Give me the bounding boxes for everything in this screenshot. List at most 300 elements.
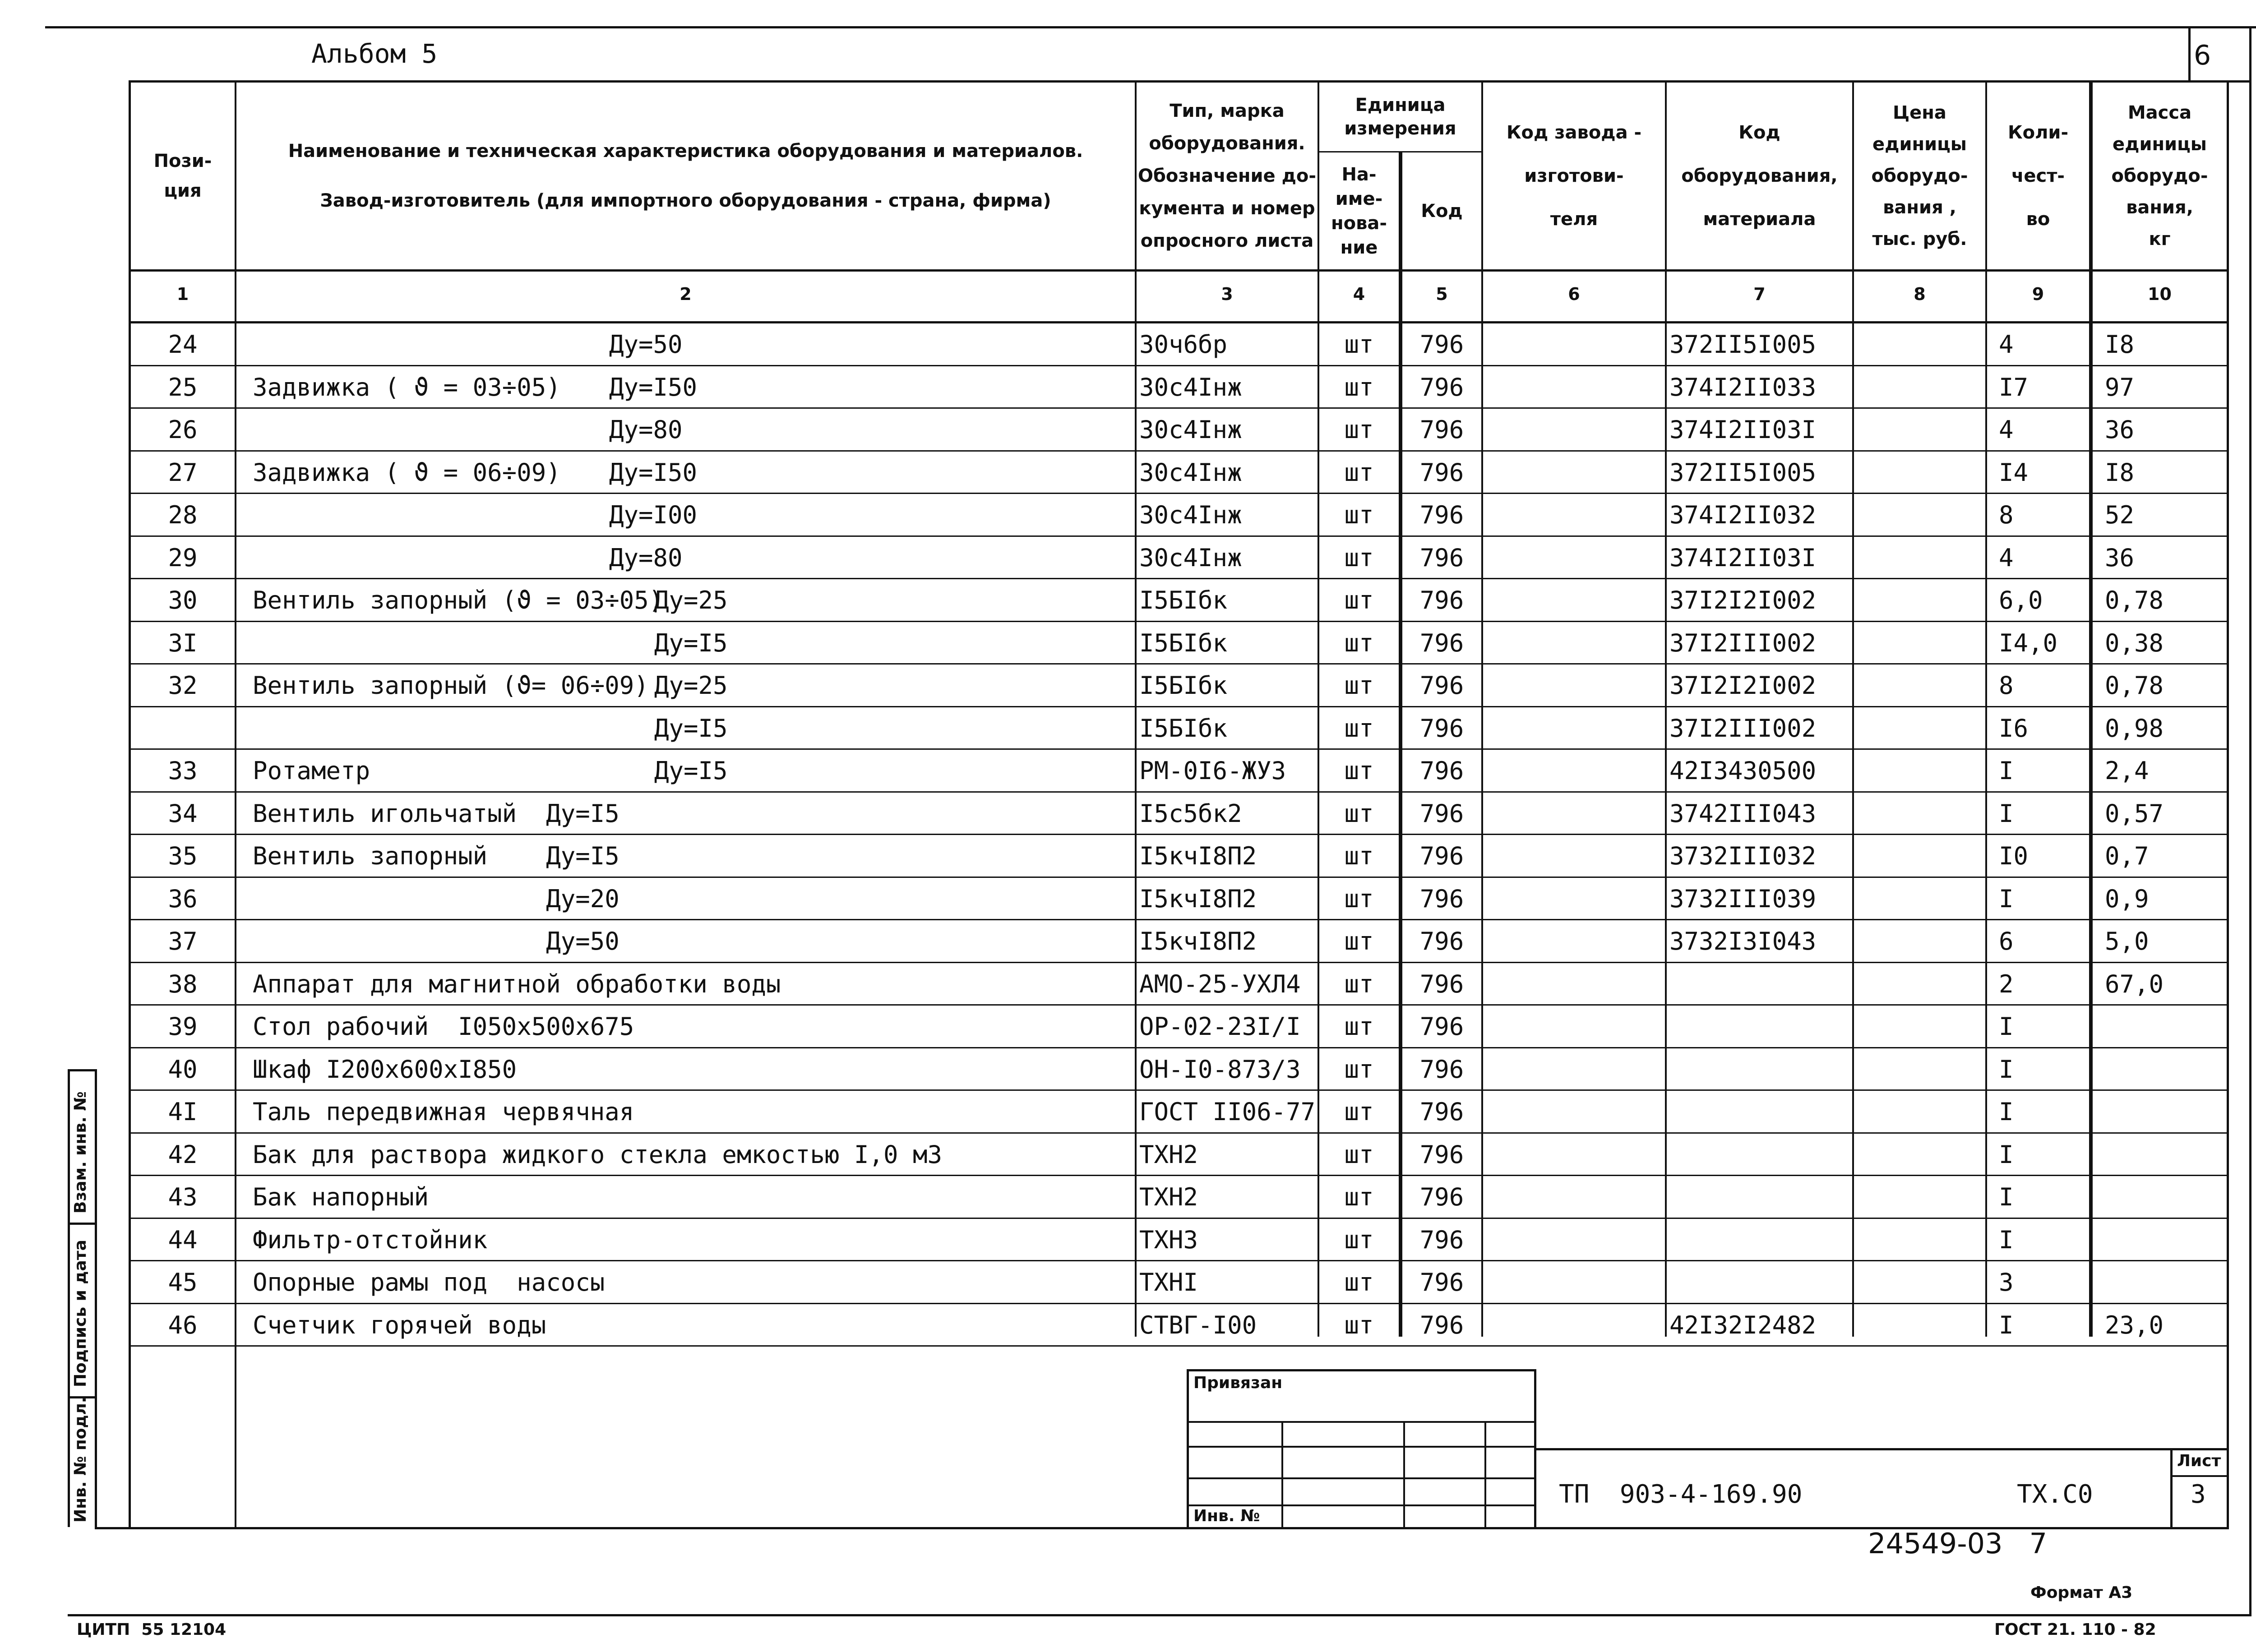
row-sub-cell: Ду=I5 [654,714,728,743]
row-equip-cell [1669,1006,1852,1049]
stamp-inv-label: Инв. № [1193,1507,1260,1525]
footer-left: ЦИТП 55 12104 [77,1620,227,1639]
row-mass-cell [2105,1006,2227,1049]
header-factory-code: Код завода - изготови- теля [1506,122,1642,230]
format-label: Формат А3 [2030,1583,2133,1602]
row-sub-cell [609,1220,970,1263]
row-unit-cell: шт [1344,1012,1374,1041]
row-unit-cell: шт [1344,1311,1374,1339]
row-pos-cell: 38 [168,969,198,998]
row-code-cell: 796 [1419,373,1464,401]
row-name-cell: Задвижка ( ϑ = 06÷09) [253,458,561,487]
row-price-cell [1854,452,1985,495]
row-equip-cell [1669,964,1852,1007]
row-unit-cell: шт [1344,415,1374,444]
row-pos-cell: 35 [168,842,198,870]
row-price-cell [1854,410,1985,452]
row-mass-cell: 36 [2105,543,2135,572]
row-price-cell [1854,367,1985,410]
row-type-cell: РМ-0I6-ЖУ3 [1139,757,1286,785]
row-mass-cell: 0,78 [2105,586,2164,614]
row-sub-cell: Ду=I50 [609,458,698,487]
row-code-cell: 796 [1419,458,1464,487]
row-mass-cell: 97 [2105,373,2135,401]
row-equip-cell: 42I32I2482 [1669,1311,1817,1339]
row-mass-cell [2105,1220,2227,1263]
row-sub-cell [609,964,970,1007]
row-sub-cell: Ду=I5 [654,628,728,657]
row-qty-cell: 4 [1999,543,2014,572]
row-sub-cell [609,879,970,922]
row-code-cell: 796 [1419,842,1464,870]
row-price-cell [1854,836,1985,879]
row-price-cell [1854,495,1985,538]
side-strip-div1 [68,1223,97,1225]
outer-right-border [2249,26,2251,1616]
row-type-cell: ГОСТ II06-77 [1139,1098,1316,1126]
row-price-cell [1854,324,1985,367]
row-qty-cell: I6 [1999,714,2029,743]
row-pos-cell: 32 [168,671,198,700]
row-price-cell [1854,1049,1985,1092]
row-pos-cell: 46 [168,1311,198,1339]
side-label-inv-orig: Инв. № подл. [71,1397,90,1523]
row-code-cell: 796 [1419,1183,1464,1211]
row-mass-cell [2105,1177,2227,1220]
row-pos-cell: 24 [168,330,198,359]
row-equip-cell: 374I2II032 [1669,501,1817,529]
row-sub-cell: Ду=I5 [654,757,728,785]
row-equip-cell: 3732III032 [1669,842,1817,870]
row-type-cell: 30ч6бр [1139,330,1228,359]
row-price-cell [1854,879,1985,922]
row-mass-cell: 5,0 [2105,927,2149,955]
row-mass-cell: 67,0 [2105,969,2164,998]
row-qty-cell: 4 [1999,330,2014,359]
row-qty-cell: 8 [1999,671,2014,700]
row-unit-cell: шт [1344,842,1374,870]
row-qty-cell: I [1999,1140,2014,1169]
album-title: Альбом 5 [311,38,438,69]
row-name-cell: Бак для раствора жидкого стекла емкостью I,0 м3 [253,1140,943,1169]
row-price-cell [1854,794,1985,836]
row-factory-cell [1483,495,1665,538]
row-type-cell: I5кчI8П2 [1139,884,1257,913]
row-equip-cell: 374I2II03I [1669,543,1817,572]
row-equip-cell: 37I2I2I002 [1669,586,1817,614]
stamp-sheet-label: Лист [2177,1452,2221,1470]
row-type-cell: I5кчI8П2 [1139,927,1257,955]
row-name-cell: Фильтр-отстойник [253,1225,488,1254]
row-sub-cell [609,1092,970,1135]
row-pos-cell: 27 [168,458,198,487]
row-equip-cell: 374I2II033 [1669,373,1817,401]
row-code-cell: 796 [1419,1225,1464,1254]
row-unit-cell: шт [1344,671,1374,700]
colnum-5: 5 [1436,284,1448,304]
row-name-cell: Шкаф I200х600хI850 [253,1055,517,1084]
row-qty-cell: I [1999,757,2014,785]
row-mass-cell: 0,98 [2105,714,2164,743]
colnum-10: 10 [2148,284,2172,304]
row-price-cell [1854,623,1985,666]
row-factory-cell [1483,921,1665,964]
row-unit-cell: шт [1344,1225,1374,1254]
row-unit-cell: шт [1344,799,1374,828]
row-unit-cell: шт [1344,969,1374,998]
stamp-col-2 [1403,1421,1405,1527]
row-code-cell: 796 [1419,1098,1464,1126]
row-unit-cell: шт [1344,927,1374,955]
row-name-cell: Бак напорный [253,1183,429,1211]
row-mass-cell [2105,1049,2227,1092]
row-price-cell [1854,751,1985,794]
row-equip-cell [1669,1220,1852,1263]
row-factory-cell [1483,794,1665,836]
row-code-cell: 796 [1419,1055,1464,1084]
row-pos-cell: 42 [168,1140,198,1169]
row-sub-cell: Ду=I50 [609,373,698,401]
row-type-cell: 30с4Iнж [1139,373,1242,401]
row-factory-cell [1483,324,1665,367]
row-code-cell: 796 [1419,1012,1464,1041]
row-name-cell: Вентиль запорный (ϑ= 06÷09) [253,671,649,700]
row-unit-cell: шт [1344,330,1374,359]
row-code-cell: 796 [1419,1311,1464,1339]
row-name-cell: Стол рабочий I050х500х675 [253,1012,634,1041]
colnum-3: 3 [1221,284,1233,304]
row-type-cell: АМО-25-УХЛ4 [1139,969,1301,998]
row-pos-cell: 39 [168,1012,198,1041]
row-factory-cell [1483,452,1665,495]
row-type-cell: I5БIбк [1139,586,1228,614]
table-right [2227,80,2229,1528]
row-qty-cell: I [1999,799,2014,828]
side-strip-top [68,1069,97,1071]
header-name: Наименование и техническая характеристика оборудования и материалов. Завод-изготовитель (для импортного оборудования - страна, фирма) [288,141,1083,211]
row-sub-cell: Ду=25 [654,586,728,614]
row-price-cell [1854,1220,1985,1263]
row-qty-cell: I [1999,1225,2014,1254]
row-code-cell: 796 [1419,1268,1464,1297]
row-factory-cell [1483,1135,1665,1177]
row-mass-cell: 52 [2105,501,2135,529]
row-qty-cell: I [1999,1183,2014,1211]
colnum-8: 8 [1914,284,1926,304]
row-factory-cell [1483,580,1665,623]
row-unit-cell: шт [1344,1055,1374,1084]
header-unit: Единица измерения [1344,95,1456,139]
row-qty-cell: 6 [1999,927,2014,955]
row-sub-cell [609,1049,970,1092]
stamp-col-3 [1484,1421,1486,1527]
row-factory-cell [1483,708,1665,751]
row-unit-cell: шт [1344,714,1374,743]
row-sub-cell: Ду=25 [654,671,728,700]
row-unit-cell: шт [1344,543,1374,572]
row-sub-cell: Ду=I00 [609,501,698,529]
row-mass-cell: 23,0 [2105,1311,2164,1339]
row-factory-cell [1483,1049,1665,1092]
stamp-designation-top [1534,1448,2227,1450]
row-unit-cell: шт [1344,586,1374,614]
row-factory-cell [1483,1092,1665,1135]
row-mass-cell [2105,1262,2227,1305]
row-equip-cell [1669,1049,1852,1092]
row-pos-cell: 43 [168,1183,198,1211]
row-mass-cell [2105,1092,2227,1135]
row-sub-cell [609,1177,970,1220]
row-qty-cell: I0 [1999,842,2029,870]
row-qty-cell: 3 [1999,1268,2014,1297]
colnum-7: 7 [1753,284,1766,304]
row-type-cell: I5кчI8П2 [1139,842,1257,870]
row-equip-cell: 3742III043 [1669,799,1817,828]
row-name-cell: Ду=20 [253,884,619,913]
row-factory-cell [1483,879,1665,922]
row-pos-cell [131,708,235,751]
row-mass-cell: 0,9 [2105,884,2149,913]
row-qty-cell: 2 [1999,969,2014,998]
row-price-cell [1854,1262,1985,1305]
row-type-cell: 30с4Iнж [1139,415,1242,444]
colnum-9: 9 [2032,284,2044,304]
row-qty-cell: I7 [1999,373,2029,401]
row-qty-cell: I [1999,1012,2014,1041]
row-type-cell: I5БIбк [1139,628,1228,657]
row-pos-cell: 33 [168,757,198,785]
row-type-cell: ТХНI [1139,1268,1198,1297]
col-line-4 [1399,151,1402,1337]
row-qty-cell: I4,0 [1999,628,2058,657]
row-factory-cell [1483,1006,1665,1049]
row-unit-cell: шт [1344,757,1374,785]
row-mass-cell [2105,1135,2227,1177]
stamp-row-1 [1187,1421,1536,1423]
stamp-sheet-number: 3 [2191,1480,2206,1509]
stamp-designation: ТП 903-4-169.90 [1559,1480,1803,1509]
row-type-cell: 30с4Iнж [1139,458,1242,487]
row-factory-cell [1483,1262,1665,1305]
row-equip-cell: 3732III039 [1669,884,1817,913]
row-qty-cell: I [1999,1055,2014,1084]
row-price-cell [1854,1305,1985,1348]
colnum-1: 1 [176,284,189,304]
row-pos-cell: 44 [168,1225,198,1254]
row-code-cell: 796 [1419,501,1464,529]
colnum-2: 2 [680,284,692,304]
row-code-cell: 796 [1419,969,1464,998]
row-name-cell: Вентиль запорный Ду=I5 [253,842,619,870]
row-type-cell: ТХН2 [1139,1183,1198,1211]
row-sub-cell [609,1006,970,1049]
row-code-cell: 796 [1419,1140,1464,1169]
row-mass-cell: I8 [2105,458,2135,487]
header-type: Тип, марка оборудования. Обозначение до- кумента и номер опросного листа [1138,101,1316,251]
row-sub-cell [609,1262,970,1305]
row-unit-cell: шт [1344,1140,1374,1169]
row-unit-cell: шт [1344,501,1374,529]
row-factory-cell [1483,836,1665,879]
row-unit-cell: шт [1344,1098,1374,1126]
row-equip-cell: 372II5I005 [1669,330,1817,359]
row-unit-cell: шт [1344,1268,1374,1297]
row-name-cell: Ротаметр [253,757,370,785]
row-unit-cell: шт [1344,458,1374,487]
row-factory-cell [1483,665,1665,708]
header-quantity: Коли- чест- во [2007,122,2069,230]
side-strip-right [95,1069,97,1527]
row-equip-cell: 37I2III002 [1669,628,1817,657]
row-qty-cell: 4 [1999,415,2014,444]
row-pos-cell: 36 [168,884,198,913]
row-code-cell: 796 [1419,714,1464,743]
row-pos-cell: 4I [168,1098,198,1126]
row-type-cell: I5с5бк2 [1139,799,1242,828]
bottom-border-line [68,1614,2251,1616]
row-pos-cell: 26 [168,415,198,444]
colnum-6: 6 [1568,284,1580,304]
side-label-signature: Подпись и дата [71,1240,90,1387]
row-mass-cell: 36 [2105,415,2135,444]
side-label-inv-sub: Взам. инв. № [71,1091,90,1214]
row-factory-cell [1483,751,1665,794]
row-factory-cell [1483,1177,1665,1220]
row-factory-cell [1483,538,1665,581]
row-equip-cell [1669,1177,1852,1220]
stamp-outer-left [1187,1369,1189,1527]
row-mass-cell: 0,38 [2105,628,2164,657]
row-factory-cell [1483,964,1665,1007]
row-pos-cell: 37 [168,927,198,955]
row-equip-cell: 372II5I005 [1669,458,1817,487]
row-equip-cell: 42I3430500 [1669,757,1817,785]
row-unit-cell: шт [1344,1183,1374,1211]
row-qty-cell: 6,0 [1999,586,2043,614]
row-sub-cell [609,1135,970,1177]
footer-right: ГОСТ 21. 110 - 82 [1994,1620,2156,1639]
row-price-cell [1854,538,1985,581]
row-equip-cell: 37I2III002 [1669,714,1817,743]
row-mass-cell: I8 [2105,330,2135,359]
row-name-cell: Аппарат для магнитной обработки воды [253,969,781,998]
row-qty-cell: I [1999,884,2014,913]
row-price-cell [1854,1092,1985,1135]
row-pos-cell: 25 [168,373,198,401]
stamp-col-1 [1281,1421,1283,1527]
row-sub-cell [609,794,970,836]
row-price-cell [1854,708,1985,751]
row-qty-cell: 8 [1999,501,2014,529]
stamp-bound-label: Привязан [1193,1374,1283,1392]
row-price-cell [1854,1135,1985,1177]
row-unit-cell: шт [1344,884,1374,913]
row-pos-cell: 45 [168,1268,198,1297]
row-mass-cell: 0,57 [2105,799,2164,828]
handwritten-number: 24549-03 7 [1868,1527,2048,1560]
row-unit-cell: шт [1344,628,1374,657]
stamp-section: ТХ.С0 [2017,1480,2093,1509]
row-name-cell: Задвижка ( ϑ = 03÷05) [253,373,561,401]
row-equip-cell: 374I2II03I [1669,415,1817,444]
header-unit-code: Код [1421,200,1463,221]
row-pos-cell: 29 [168,543,198,572]
row-equip-cell [1669,1092,1852,1135]
row-code-cell: 796 [1419,927,1464,955]
row-factory-cell [1483,1220,1665,1263]
colnum-4: 4 [1353,284,1365,304]
header-position: Пози- ция [153,151,212,201]
row-type-cell: I5БIбк [1139,714,1228,743]
row-code-cell: 796 [1419,330,1464,359]
row-code-cell: 796 [1419,799,1464,828]
row-factory-cell [1483,367,1665,410]
row-code-cell: 796 [1419,543,1464,572]
row-sub-cell [609,836,970,879]
stamp-row-3 [1187,1477,1536,1479]
row-equip-cell [1669,1135,1852,1177]
row-equip-cell: 37I2I2I002 [1669,671,1817,700]
row-code-cell: 796 [1419,586,1464,614]
row-equip-cell: 3732I3I043 [1669,927,1817,955]
row-type-cell: СТВГ-I00 [1139,1311,1257,1339]
row-code-cell: 796 [1419,671,1464,700]
row-type-cell: ТХН2 [1139,1140,1198,1169]
column-number-rule [129,321,2229,323]
row-sub-cell: Ду=50 [609,330,683,359]
row-price-cell [1854,964,1985,1007]
row-sub-cell [609,1305,970,1348]
row-price-cell [1854,921,1985,964]
page-corner-number: 6 [2194,40,2211,71]
row-price-cell [1854,580,1985,623]
row-sub-cell [609,921,970,964]
row-qty-cell: I [1999,1311,2014,1339]
row-name-cell: Таль передвижная червячная [253,1098,634,1126]
stamp-row-4 [1187,1504,1536,1506]
row-name-cell: Счетчик горячей воды [253,1311,546,1339]
row-factory-cell [1483,1305,1665,1348]
row-code-cell: 796 [1419,757,1464,785]
row-price-cell [1854,1006,1985,1049]
row-qty-cell: I4 [1999,458,2029,487]
row-sub-cell: Ду=80 [609,415,683,444]
row-pos-cell: 28 [168,501,198,529]
row-pos-cell: 3I [168,628,198,657]
row-type-cell: 30с4Iнж [1139,543,1242,572]
stamp-outer-top [1187,1369,1536,1371]
row-mass-cell: 0,7 [2105,842,2149,870]
row-name-cell: Ду=50 [253,927,619,955]
row-name-cell: Опорные рамы под насосы [253,1268,605,1297]
row-qty-cell: I [1999,1098,2014,1126]
row-mass-cell: 2,4 [2105,757,2149,785]
row-type-cell: 30с4Iнж [1139,501,1242,529]
side-strip-left [68,1069,70,1527]
row-name-cell: Вентиль запорный (ϑ = 03÷05) [253,586,664,614]
row-type-cell: ТХН3 [1139,1225,1198,1254]
row-equip-cell [1669,1262,1852,1305]
stamp-row-2 [1187,1446,1536,1448]
row-name-cell: Вентиль игольчатый Ду=I5 [253,799,619,828]
row-factory-cell [1483,410,1665,452]
top-border-line [45,26,2256,28]
header-unit-name: На- име- нова- ние [1331,164,1387,258]
row-unit-cell: шт [1344,373,1374,401]
row-code-cell: 796 [1419,415,1464,444]
corner-box-left [2188,26,2191,80]
header-equipment-code: Код оборудования, материала [1681,122,1838,230]
